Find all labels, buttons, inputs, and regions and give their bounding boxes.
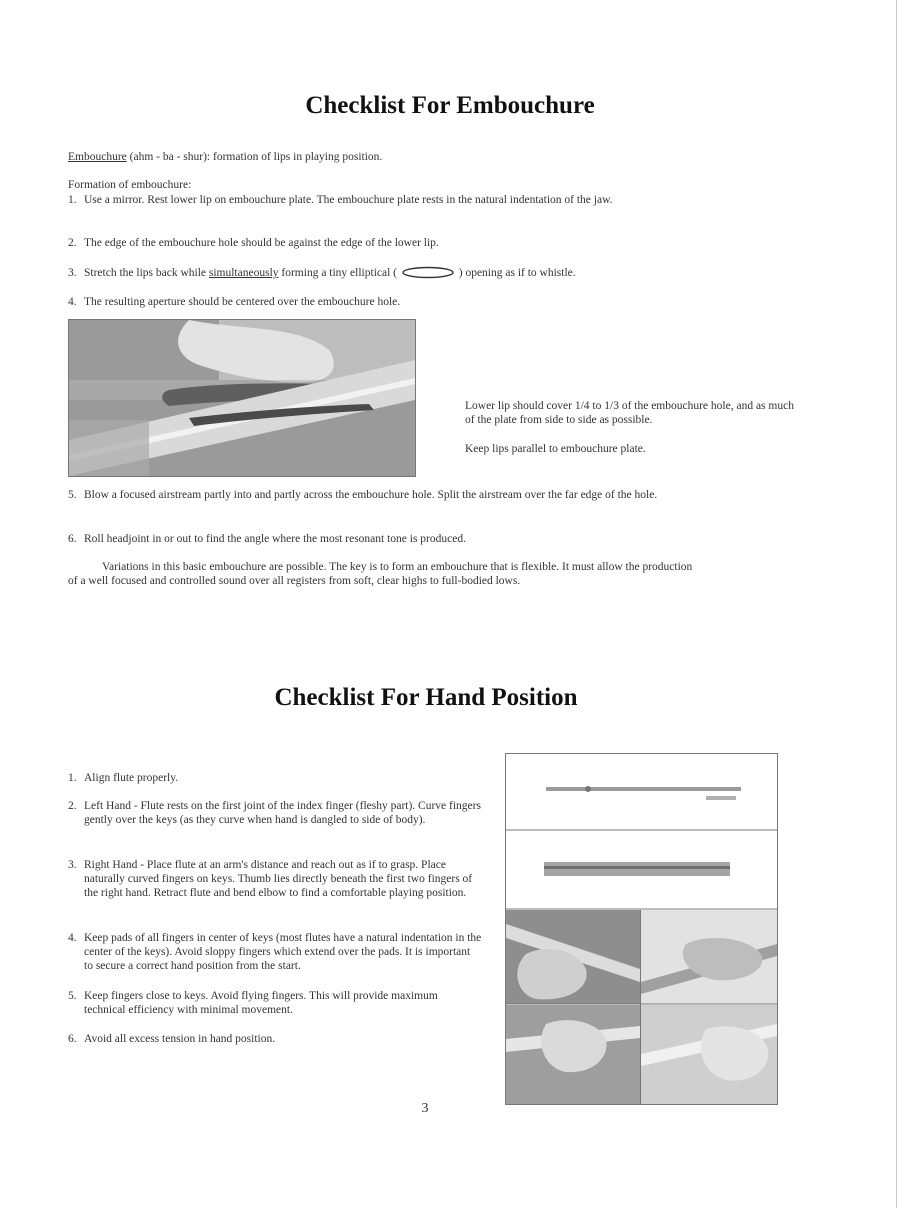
step-number: 4. <box>68 296 77 308</box>
step-number: 6. <box>68 533 77 545</box>
step-text: Keep pads of all fingers in center of keys (most flutes have a natural indentation in the center of the keys). Avoid sloppy fingers which extend over the pads. It is important to secure a correct hand position from the start. <box>84 932 482 972</box>
hand-step <box>68 799 482 827</box>
embouchure-step <box>68 236 686 250</box>
step-text: Roll headjoint in or out to find the angle where the most resonant tone is produced. <box>84 533 466 545</box>
step-number: 3. <box>68 267 77 279</box>
step-number: 4. <box>68 932 77 944</box>
embouchure-caption-2: Keep lips parallel to embouchure plate. <box>465 443 646 455</box>
step-text: Blow a focused airstream partly into and partly across the embouchure hole. Split the airstream over the far edge of the hole. <box>84 489 658 501</box>
step-number: 2. <box>68 237 77 249</box>
step-number: 5. <box>68 990 77 1002</box>
hand-step <box>68 931 482 973</box>
step-text: Avoid all excess tension in hand position. <box>84 1033 276 1045</box>
step-number: 3. <box>68 859 77 871</box>
embouchure-caption-1: Lower lip should cover 1/4 to 1/3 of the embouchure hole, and as much of the plate from side to side as possible. <box>465 400 794 426</box>
formation-heading: Formation of embouchure: <box>68 179 192 191</box>
hand-position-photos <box>505 753 778 1105</box>
definition-text: (ahm - ba - shur): formation of lips in playing position. <box>126 151 383 163</box>
step-text: Left Hand - Flute rests on the first joint of the index finger (fleshy part). Curve fingers gently over the keys (as they curve when hand is dangled to side of body). <box>84 800 481 826</box>
step-text: Keep fingers close to keys. Avoid flying fingers. This will provide maximum technical efficiency with minimal movement. <box>84 990 438 1016</box>
embouchure-variations: Variations in this basic embouchure are possible. The key is to form an embouchure that is flexible. It must allow the production of a well focused and controlled sound over all registers from soft, clear highs to full-bodied lows. <box>68 561 693 587</box>
hand-position-title: Checklist For Hand Position <box>274 684 578 711</box>
embouchure-title: Checklist For Embouchure <box>305 92 595 119</box>
embouchure-step <box>68 266 708 280</box>
hand-step <box>68 771 482 785</box>
step-text: The edge of the embouchure hole should be against the edge of the lower lip. <box>84 237 439 249</box>
embouchure-step <box>68 488 686 502</box>
embouchure-step <box>68 532 686 546</box>
step-number: 5. <box>68 489 77 501</box>
page-edge-line <box>896 0 897 1208</box>
step-number: 1. <box>68 194 77 206</box>
step-text-mid: forming a tiny elliptical ( <box>278 267 397 279</box>
page-number: 3 <box>421 1101 429 1116</box>
embouchure-step <box>68 295 686 309</box>
step-text-underlined: simultaneously <box>208 267 279 279</box>
step-text: Align flute properly. <box>84 772 179 784</box>
step-number: 6. <box>68 1033 77 1045</box>
embouchure-definition <box>68 150 688 164</box>
hand-step <box>68 1032 482 1046</box>
hand-step <box>68 989 482 1017</box>
step-text-post: ) opening as if to whistle. <box>458 267 576 279</box>
definition-term: Embouchure <box>68 151 127 163</box>
embouchure-step <box>68 193 686 207</box>
hand-step <box>68 858 482 900</box>
step-text: Use a mirror. Rest lower lip on embouchure plate. The embouchure plate rests in the natural indentation of the jaw. <box>84 194 613 206</box>
ellipse-icon <box>400 266 456 279</box>
step-text <box>68 266 708 280</box>
step-text: The resulting aperture should be centered over the embouchure hole. <box>84 296 401 308</box>
step-text: Right Hand - Place flute at an arm's distance and reach out as if to grasp. Place naturally curved fingers on keys. Thumb lies directly beneath the first two fingers of the right hand. Retract flute and bend elbow to find a comfortable playing position. <box>84 859 473 899</box>
step-text-pre: Stretch the lips back while <box>84 267 209 279</box>
embouchure-photo <box>68 319 416 477</box>
step-number: 2. <box>68 800 77 812</box>
step-number: 1. <box>68 772 77 784</box>
